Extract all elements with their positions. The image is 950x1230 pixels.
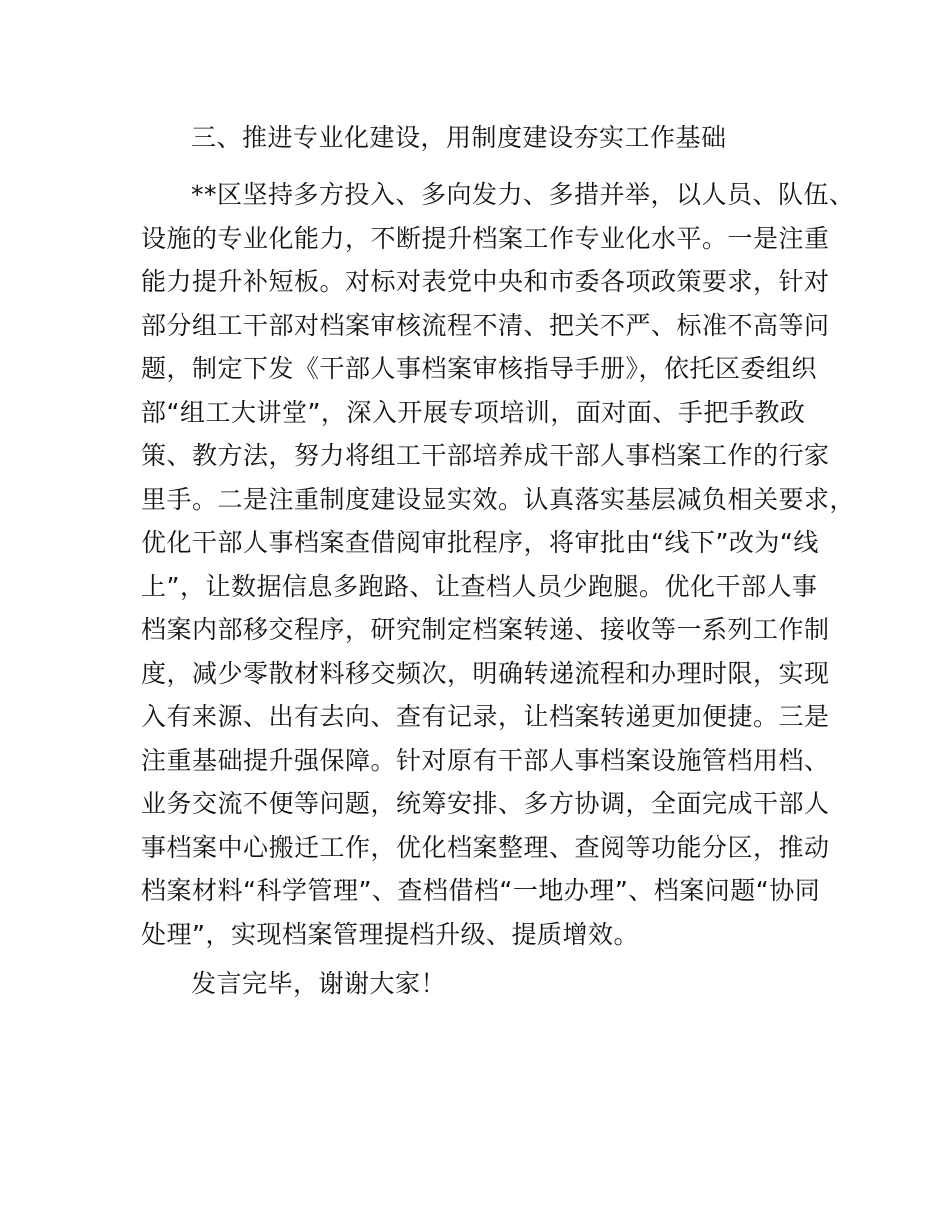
paragraph-line: 事档案中心搬迁工作，优化档案整理、查阅等功能分区，推动 xyxy=(141,832,830,862)
paragraph-line: 策、教方法，努力将组工干部培养成干部人事档案工作的行家 xyxy=(141,441,830,470)
paragraph-line: 题，制定下发《干部人事档案审核指导手册》，依托区委组织 xyxy=(141,354,818,383)
paragraph-line: **区坚持多方投入、多向发力、多措并举，以人员、队伍、 xyxy=(191,180,855,209)
paragraph-line: 档案内部移交程序，研究制定档案转递、接收等一系列工作制 xyxy=(141,615,830,644)
paragraph-line: 上”，让数据信息多跑路、让查档人员少跑腿。优化干部人事 xyxy=(141,571,818,601)
paragraph-line: 设施的专业化能力，不断提升档案工作专业化水平。一是注重 xyxy=(141,223,830,253)
paragraph-line: 档案材料“科学管理”、查档借档“一地办理”、档案问题“协同 xyxy=(141,876,821,905)
paragraph-line: 度，减少零散材料移交频次，明确转递流程和办理时限，实现 xyxy=(141,658,830,688)
paragraph-line: 优化干部人事档案查借阅审批程序，将审批由“线下”改为“线 xyxy=(141,528,819,557)
paragraph-line: 注重基础提升强保障。针对原有干部人事档案设施管档用档、 xyxy=(141,745,830,775)
paragraph-line: 处理”，实现档案管理提档升级、提质增效。 xyxy=(141,919,639,949)
paragraph-line: 部分组工干部对档案审核流程不清、把关不严、标准不高等问 xyxy=(141,310,830,340)
paragraph-line: 能力提升补短板。对标对表党中央和市委各项政策要求，针对 xyxy=(141,267,830,296)
paragraph-line: 入有来源、出有去向、查有记录，让档案转递更加便捷。三是 xyxy=(141,702,830,731)
section-heading: 三、推进专业化建设，用制度建设夯实工作基础 xyxy=(191,123,727,152)
paragraph-line: 里手。二是注重制度建设显实效。认真落实基层减负相关要求， xyxy=(141,484,856,514)
closing-remark: 发言完毕，谢谢大家！ xyxy=(191,969,447,998)
body-paragraph xyxy=(141,173,856,956)
paragraph-line: 业务交流不便等问题，统筹安排、多方协调，全面完成干部人 xyxy=(141,789,830,818)
paragraph-line: 部“组工大讲堂”，深入开展专项培训，面对面、手把手教政 xyxy=(141,397,806,427)
